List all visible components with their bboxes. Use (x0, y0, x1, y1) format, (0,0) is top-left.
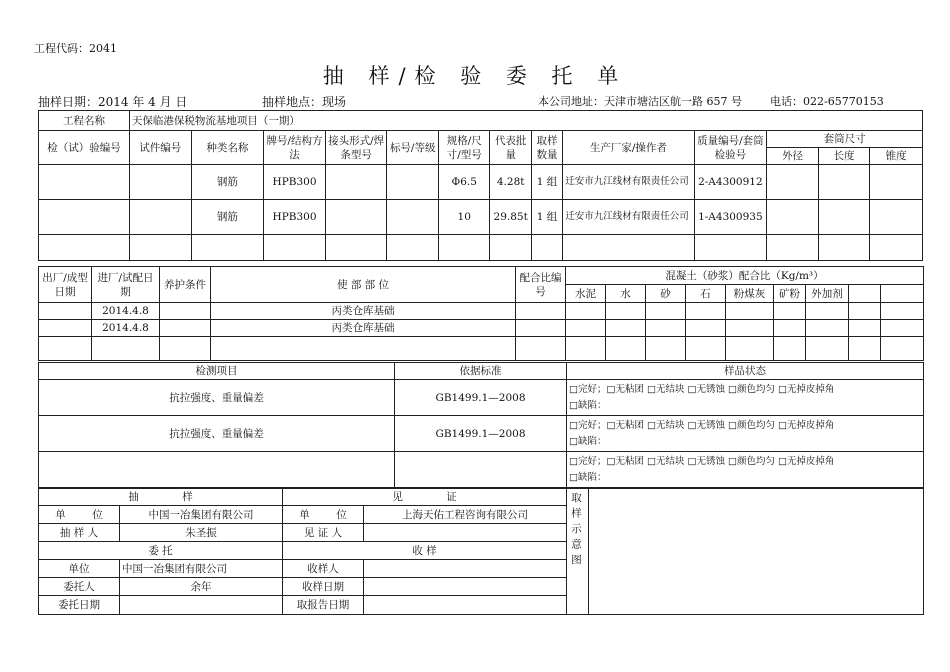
table-row (39, 200, 923, 235)
quality-no-cell: 2-A4300912 (694, 165, 767, 200)
brand-cell: HPB300 (264, 165, 326, 200)
sampling-section: 抽 样 (39, 489, 283, 506)
header-location: 使 部 部 位 (211, 267, 516, 303)
witness-unit: 上海天佑工程咨询有限公司 (364, 506, 567, 524)
header-entry-date: 进厂/试配日期 (92, 267, 160, 303)
witness-person (364, 524, 567, 542)
type-cell: 钢筋 (191, 200, 264, 235)
header-batch: 代表批量 (490, 131, 531, 165)
test-item-cell: 抗拉强度、重量偏差 (39, 416, 395, 452)
project-code: 工程代码：2041 (34, 42, 117, 55)
test-items-table (38, 362, 924, 488)
header-grade: 标号/等级 (387, 131, 439, 165)
header-sleeve: 套筒尺寸 (767, 131, 923, 148)
header-sleeve-od: 外径 (767, 148, 819, 165)
entrust-unit: 中国一冶集团有限公司 (120, 560, 283, 578)
header-test-no: 检（试）验编号 (39, 131, 130, 165)
table-row (39, 452, 924, 488)
qty-cell: 1 组 (531, 165, 562, 200)
table-row (39, 165, 923, 200)
status-cell: □完好；□无粘团 □无结块 □无锈蚀 □颜色均匀 □无掉皮掉角 □缺陷： (567, 452, 924, 488)
diameter-symbol: Ф (451, 176, 461, 188)
report-date-label: 取报告日期 (283, 596, 364, 615)
entrust-date (120, 596, 283, 615)
header-cement: 水泥 (566, 285, 606, 303)
entry-date-cell: 2014.4.8 (92, 320, 160, 337)
diagram-label: 取样示意图 (567, 489, 589, 615)
witness-section: 见 证 (283, 489, 567, 506)
header-type-name: 种类名称 (191, 131, 264, 165)
header-quality-no: 质量编号/套筒检验号 (694, 131, 767, 165)
client-label: 委托人 (39, 578, 120, 596)
sampling-unit-label: 单 位 (39, 506, 120, 524)
status-cell: □完好；□无粘团 □无结块 □无锈蚀 □颜色均匀 □无掉皮掉角 □缺陷： (567, 416, 924, 452)
header-maker: 生产厂家/操作者 (563, 131, 694, 165)
sampling-unit: 中国一冶集团有限公司 (120, 506, 283, 524)
table-row (39, 416, 924, 452)
receive-date (364, 578, 567, 596)
header-standard: 依据标准 (395, 363, 567, 380)
header-test-item: 检测项目 (39, 363, 395, 380)
sampler-label: 抽 样 人 (39, 524, 120, 542)
receiver (364, 560, 567, 578)
header-spec: 规格/尺寸/型号 (438, 131, 490, 165)
header-curing: 养护条件 (160, 267, 211, 303)
header-specimen-no: 试件编号 (129, 131, 191, 165)
header-slag: 矿粉 (774, 285, 806, 303)
batch-cell: 29.85t (490, 200, 531, 235)
header-brand: 牌号/结构方法 (264, 131, 326, 165)
table-row (39, 235, 923, 261)
sample-info-table (38, 110, 923, 261)
report-date (364, 596, 567, 615)
spec-cell: Ф6.5 (438, 165, 490, 200)
concrete-mix-table (38, 266, 924, 361)
sampler: 朱圣振 (120, 524, 283, 542)
batch-cell: 4.28t (490, 165, 531, 200)
header-qty: 取样数量 (531, 131, 562, 165)
witness-person-label: 见 证 人 (283, 524, 364, 542)
project-name-label: 工程名称 (39, 111, 130, 131)
table-row (39, 320, 924, 337)
header-sand: 砂 (646, 285, 686, 303)
sampling-date: 抽样日期：2014 年 4 月 日 (38, 95, 188, 109)
receive-section: 收 样 (283, 542, 567, 560)
header-joint: 接头形式/焊条型号 (325, 131, 387, 165)
standard-cell: GB1499.1—2008 (395, 380, 567, 416)
receive-date-label: 收样日期 (283, 578, 364, 596)
receiver-label: 收样人 (283, 560, 364, 578)
client: 余年 (120, 578, 283, 596)
location-cell: 丙类仓库基础 (211, 320, 516, 337)
table-row (39, 380, 924, 416)
quality-no-cell: 1-A4300935 (694, 200, 767, 235)
status-cell: □完好；□无粘团 □无结块 □无锈蚀 □颜色均匀 □无掉皮掉角 □缺陷： (567, 380, 924, 416)
project-name: 天保临港保税物流基地项目（一期） (129, 111, 922, 131)
header-stone: 石 (686, 285, 726, 303)
spec-cell: 10 (438, 200, 490, 235)
standard-cell: GB1499.1—2008 (395, 416, 567, 452)
header-mix-ratio: 混凝土（砂浆）配合比（Kg/m³） (566, 267, 924, 285)
header-water: 水 (606, 285, 646, 303)
header-sample-status: 样品状态 (567, 363, 924, 380)
brand-cell: HPB300 (264, 200, 326, 235)
header-flyash: 粉煤灰 (726, 285, 774, 303)
company-address: 本公司地址：天津市塘沽区航一路 657 号 (538, 95, 742, 108)
header-admixture: 外加剂 (806, 285, 849, 303)
header-mix-no: 配合比编号 (516, 267, 566, 303)
company-phone: 电话：022-65770153 (770, 95, 884, 108)
table-row (39, 303, 924, 320)
qty-cell: 1 组 (531, 200, 562, 235)
location-cell: 丙类仓库基础 (211, 303, 516, 320)
table-row (39, 337, 924, 361)
entrust-date-label: 委托日期 (39, 596, 120, 615)
witness-unit-label: 单 位 (283, 506, 364, 524)
sampling-place: 抽样地点：现场 (262, 95, 347, 109)
header-sleeve-len: 长度 (818, 148, 870, 165)
test-item-cell: 抗拉强度、重量偏差 (39, 380, 395, 416)
maker-cell: 迁安市九江线材有限责任公司 (563, 200, 694, 235)
header-factory-date: 出厂/成型日期 (39, 267, 92, 303)
page-title: 抽 样/检 验 委 托 单 (322, 64, 628, 88)
type-cell: 钢筋 (191, 165, 264, 200)
header-sleeve-taper: 锥度 (870, 148, 923, 165)
entrust-unit-label: 单位 (39, 560, 120, 578)
entrust-section: 委 托 (39, 542, 283, 560)
diagram-area (589, 489, 924, 615)
sampling-witness-table (38, 488, 924, 615)
entry-date-cell: 2014.4.8 (92, 303, 160, 320)
maker-cell: 迁安市九江线材有限责任公司 (563, 165, 694, 200)
